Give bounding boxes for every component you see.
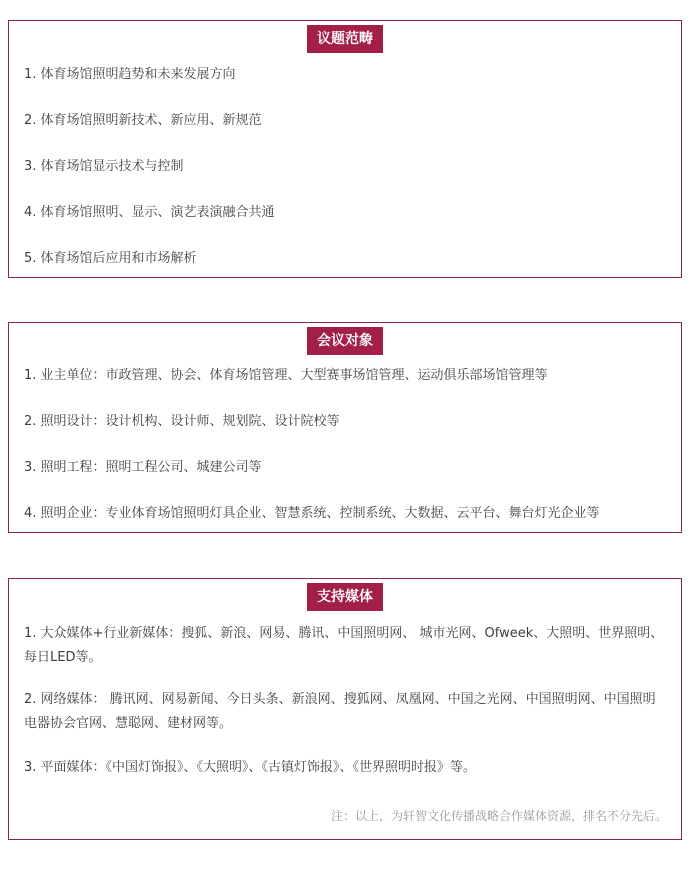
topics-section	[8, 20, 682, 278]
topic-item: 1. 体育场馆照明趋势和未来发展方向	[24, 67, 236, 82]
media-section	[8, 578, 682, 840]
topic-item: 2. 体育场馆照明新技术、新应用、新规范	[24, 113, 262, 128]
audience-item: 1. 业主单位：市政管理、协会、体育场馆管理、大型赛事场馆管理、运动俱乐部场馆管理等	[24, 368, 548, 383]
topic-item: 3. 体育场馆显示技术与控制	[24, 159, 184, 174]
media-note: 注：以上，为轩智文化传播战略合作媒体资源，排名不分先后。	[330, 809, 667, 823]
audience-item: 3. 照明工程：照明工程公司、城建公司等	[24, 460, 262, 475]
audience-item: 2. 照明设计：设计机构、设计师、规划院、设计院校等	[24, 414, 340, 429]
audience-title: 会议对象	[307, 327, 383, 355]
audience-section	[8, 322, 682, 533]
media-item: 2. 网络媒体： 腾讯网、网易新闻、今日头条、新浪网、搜狐网、凤凰网、中国之光网、中国照明网、中国照明电器协会官网、慧聪网、建材网等。	[24, 692, 656, 731]
audience-item: 4. 照明企业：专业体育场馆照明灯具企业、智慧系统、控制系统、大数据、云平台、舞台灯光企业等	[24, 506, 600, 521]
media-title: 支持媒体	[307, 583, 383, 611]
topic-item: 4. 体育场馆照明、显示、演艺表演融合共通	[24, 205, 275, 220]
media-item: 3. 平面媒体：《中国灯饰报》、《大照明》、《古镇灯饰报》、《世界照明时报》等。	[24, 760, 477, 775]
media-item: 1. 大众媒体+行业新媒体：搜狐、新浪、网易、腾讯、中国照明网、 城市光网、Ofweek、大照明、世界照明、每日LED等。	[24, 626, 664, 665]
topics-title: 议题范畴	[307, 25, 383, 53]
topic-item: 5. 体育场馆后应用和市场解析	[24, 251, 197, 266]
